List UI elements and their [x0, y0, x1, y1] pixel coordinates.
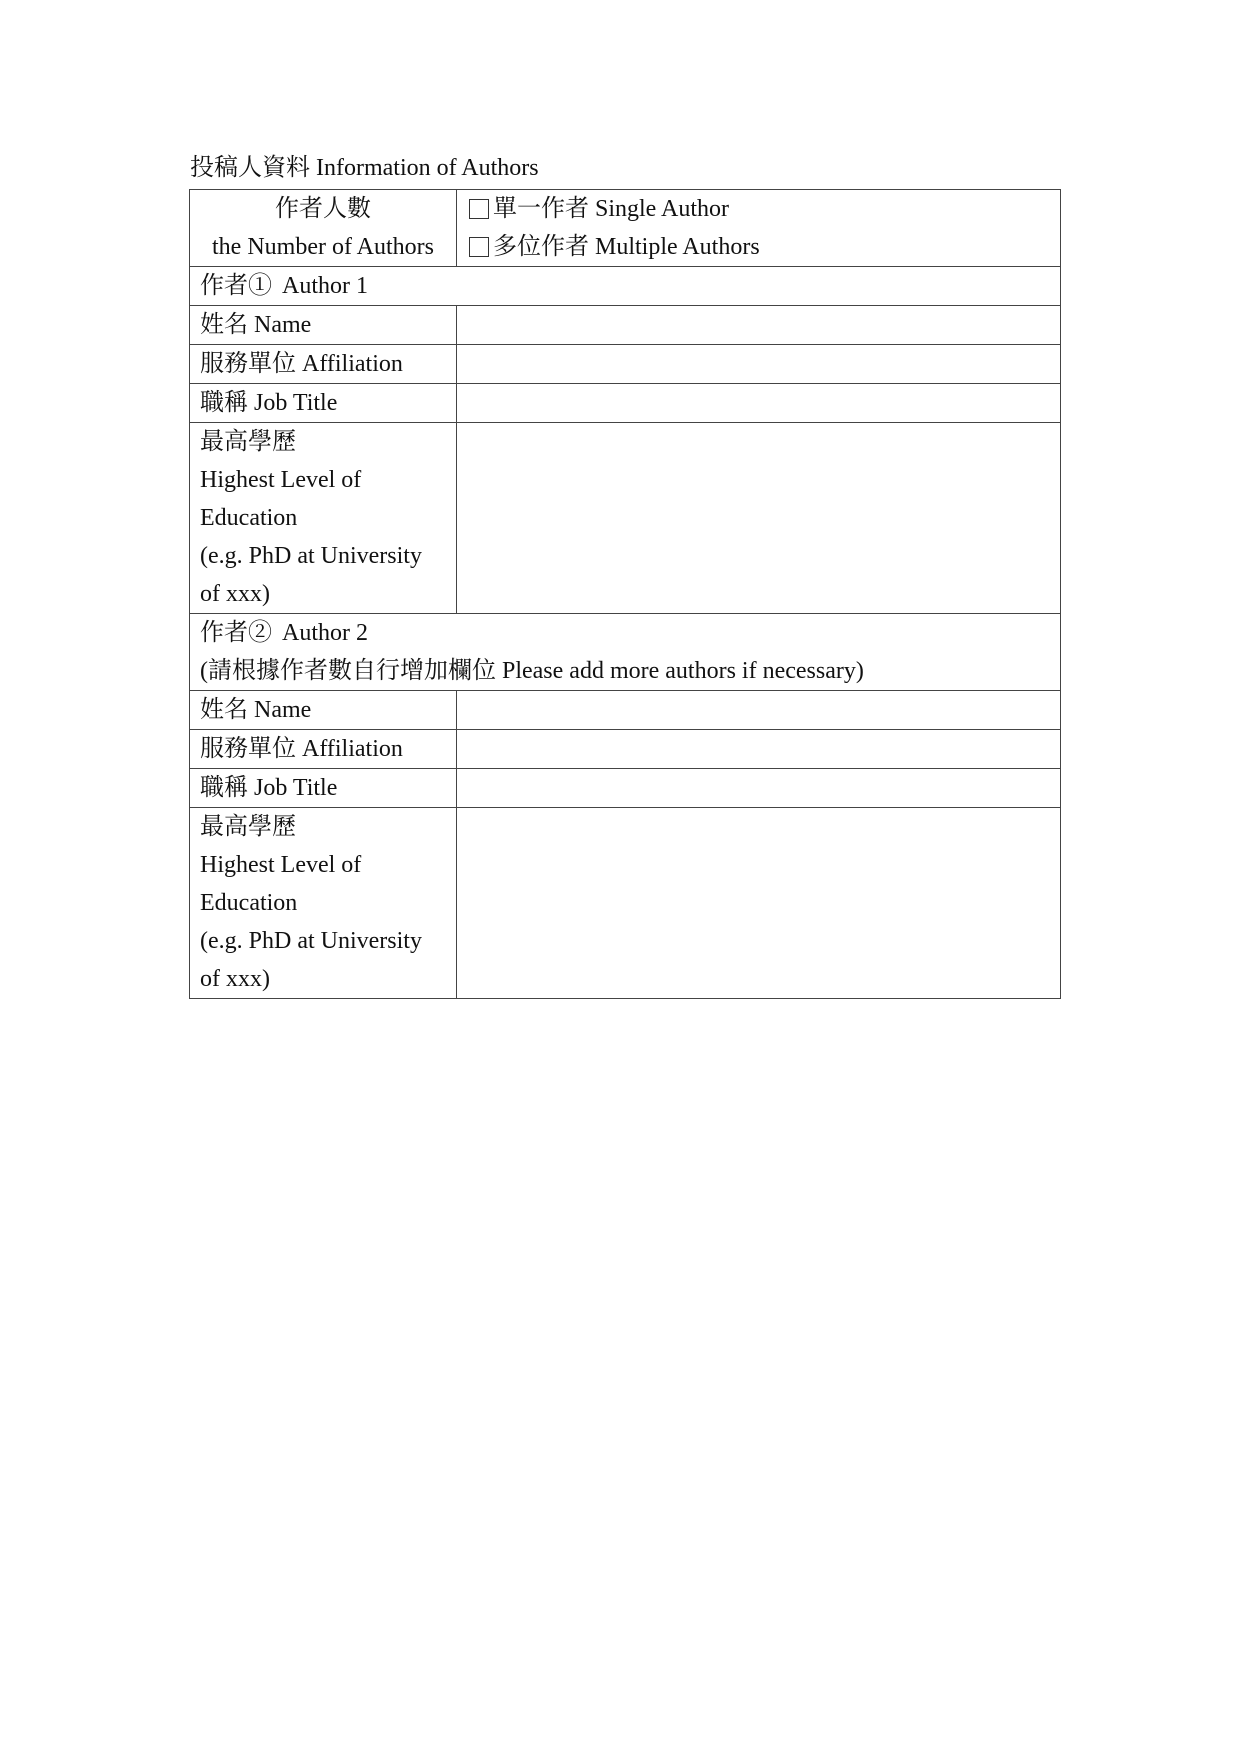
author2-job-title-row: [190, 769, 1061, 808]
author1-heading-row: [190, 267, 1061, 306]
author1-education-label-cell: [190, 423, 457, 614]
author2-affiliation-field[interactable]: [457, 730, 1061, 769]
author2-education-field[interactable]: [457, 808, 1061, 999]
author-count-label-zh: 作者人數: [275, 196, 371, 222]
author1-affiliation-label: 服務單位 Affiliation: [190, 345, 457, 384]
author2-affiliation-label: 服務單位 Affiliation: [190, 730, 457, 769]
page-title: 投稿人資料 Information of Authors: [190, 155, 539, 181]
author2-heading-row: [190, 614, 1061, 691]
author1-job-title-label: 職稱 Job Title: [190, 384, 457, 423]
author2-education-row: [190, 808, 1061, 999]
author2-note: (請根據作者數自行增加欄位 Please add more authors if necessary): [200, 658, 864, 684]
author-count-label-cell: [190, 190, 457, 267]
author1-education-hint-2: of xxx): [200, 581, 270, 607]
author1-job-title-field[interactable]: [457, 384, 1061, 423]
author1-affiliation-field[interactable]: [457, 345, 1061, 384]
author2-affiliation-row: [190, 730, 1061, 769]
single-author-checkbox[interactable]: [469, 199, 489, 219]
multiple-authors-checkbox[interactable]: [469, 237, 489, 257]
author2-name-field[interactable]: [457, 691, 1061, 730]
author-count-label-en: the Number of Authors: [212, 234, 434, 260]
author2-name-row: [190, 691, 1061, 730]
author2-heading-zh: 作者②: [200, 620, 272, 646]
author2-education-hint-1: (e.g. PhD at University: [200, 928, 422, 954]
author1-name-row: [190, 306, 1061, 345]
author1-education-label-en-2: Education: [200, 505, 298, 531]
author1-education-row: [190, 423, 1061, 614]
author1-name-field[interactable]: [457, 306, 1061, 345]
author2-education-label-cell: [190, 808, 457, 999]
author-info-table: [189, 189, 1061, 999]
single-author-label: 單一作者 Single Author: [493, 196, 730, 222]
author-count-row: [190, 190, 1061, 267]
author2-education-hint-2: of xxx): [200, 966, 270, 992]
author2-job-title-field[interactable]: [457, 769, 1061, 808]
author2-education-label-en-1: Highest Level of: [200, 852, 362, 878]
author1-affiliation-row: [190, 345, 1061, 384]
author-count-options-cell: [457, 190, 1061, 267]
author2-name-label: 姓名 Name: [190, 691, 457, 730]
author2-education-label-en-2: Education: [200, 890, 298, 916]
author1-heading-zh: 作者①: [200, 273, 272, 299]
author1-education-label-zh: 最高學歷: [200, 429, 296, 455]
single-author-option[interactable]: [467, 190, 1050, 228]
author1-education-hint-1: (e.g. PhD at University: [200, 543, 422, 569]
author1-name-label: 姓名 Name: [190, 306, 457, 345]
author2-education-label-zh: 最高學歷: [200, 814, 296, 840]
author2-heading-en: Author 2: [282, 620, 368, 646]
author1-heading-en: Author 1: [282, 273, 368, 299]
author1-job-title-row: [190, 384, 1061, 423]
author1-education-field[interactable]: [457, 423, 1061, 614]
author2-heading-cell: [190, 614, 1061, 691]
author2-job-title-label: 職稱 Job Title: [190, 769, 457, 808]
author1-heading-cell: [190, 267, 1061, 306]
multiple-authors-option[interactable]: [467, 228, 1050, 266]
multiple-authors-label: 多位作者 Multiple Authors: [493, 234, 760, 260]
author1-education-label-en-1: Highest Level of: [200, 467, 362, 493]
